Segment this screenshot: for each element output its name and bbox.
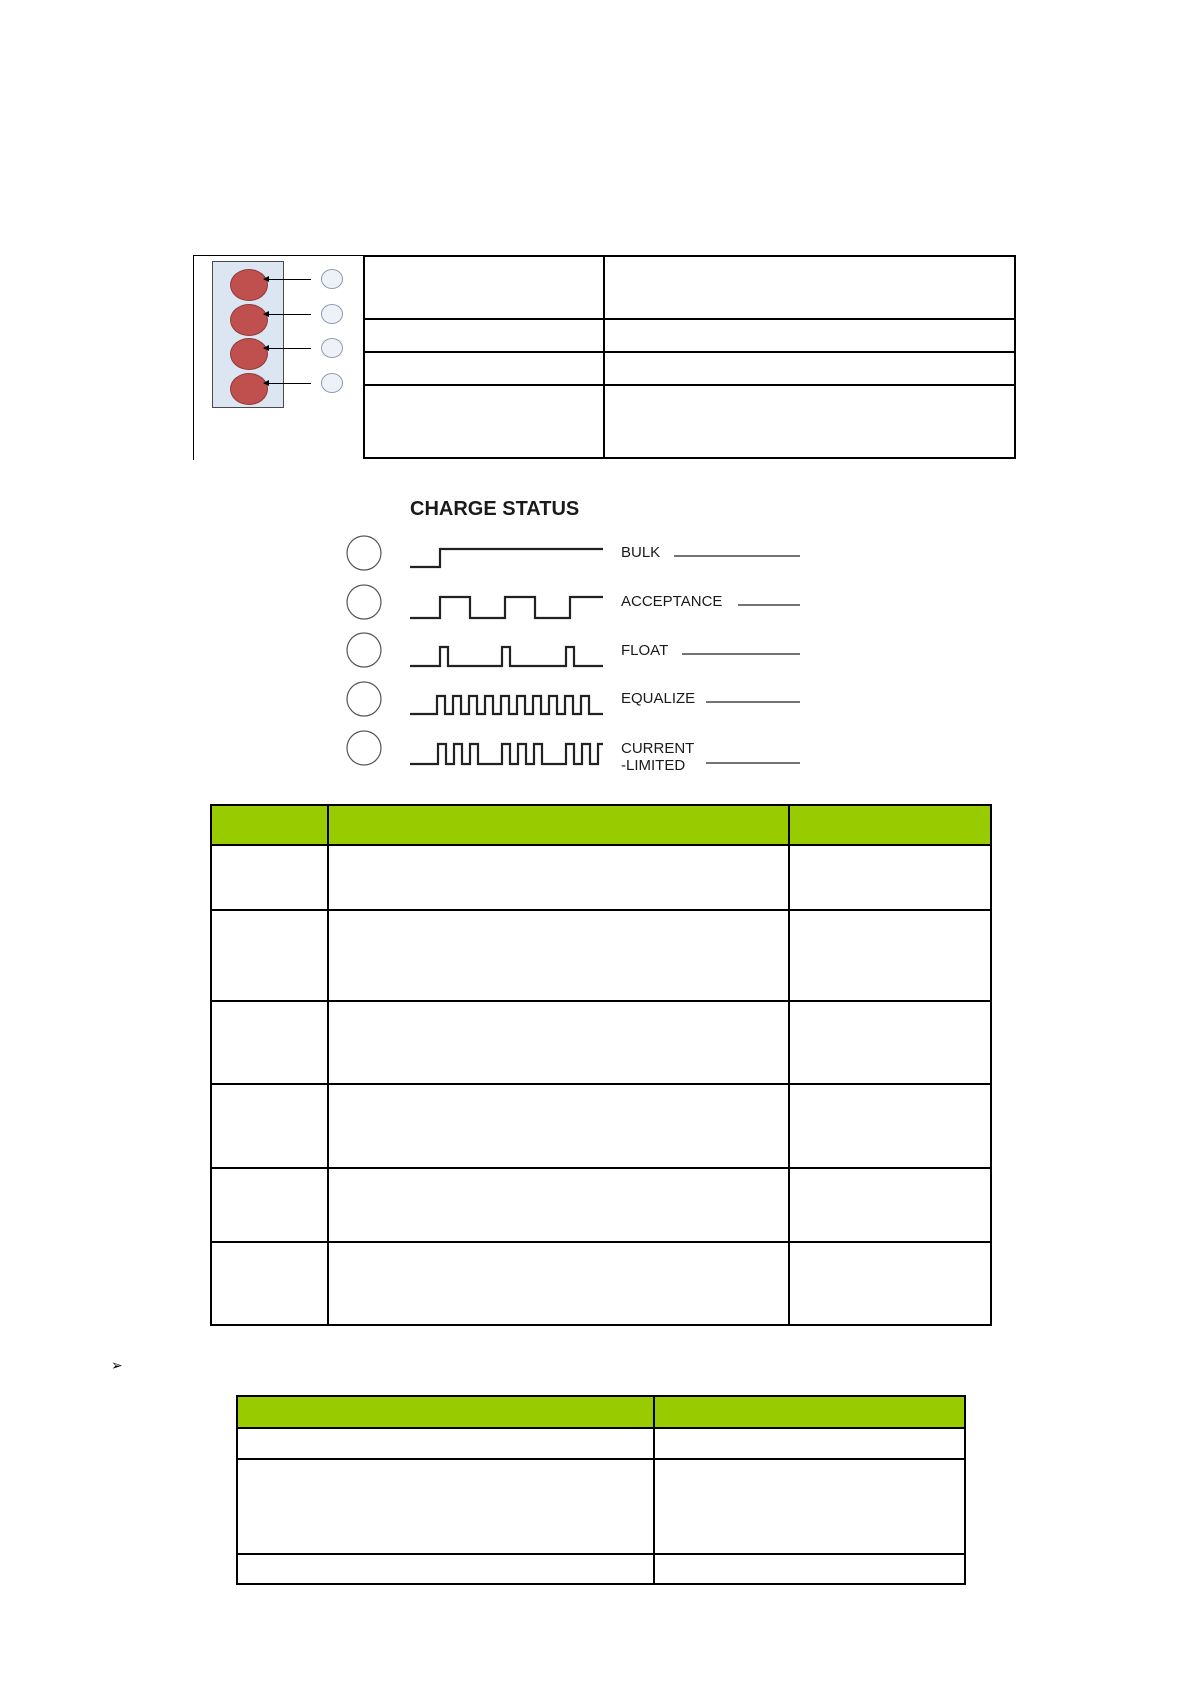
- status-led-bulk: [347, 536, 381, 570]
- table-cell: [789, 1084, 991, 1168]
- waveform-current-limited: [410, 744, 603, 764]
- label-acceptance: ACCEPTANCE: [621, 593, 723, 610]
- table-cell: [789, 1168, 991, 1242]
- charge-status-diagram: [340, 488, 820, 778]
- table-row: [237, 1428, 965, 1459]
- table-row: [237, 1459, 965, 1554]
- table-row: [211, 1084, 991, 1168]
- table-header-row: [211, 805, 991, 845]
- table-cell: [604, 385, 1015, 458]
- led-3-marker: [321, 338, 343, 358]
- bullet-arrow-icon: ➢: [111, 1357, 123, 1373]
- table-cell: [364, 352, 604, 385]
- label-float: FLOAT: [621, 642, 669, 659]
- charge-status-table: [210, 804, 992, 1326]
- label-current-limited: CURRENT -LIMITED: [621, 740, 695, 774]
- led-2-arrow-icon: [264, 314, 311, 315]
- waveform-equalize: [410, 696, 603, 714]
- led-3: [230, 338, 268, 370]
- table-header-cell: [789, 805, 991, 845]
- table-cell: [364, 385, 604, 458]
- led-1-arrow-icon: [264, 279, 311, 280]
- table-cell: [328, 845, 789, 910]
- table-cell: [328, 910, 789, 1001]
- table-header-cell: [328, 805, 789, 845]
- table-row: [364, 256, 1015, 319]
- table-cell: [789, 845, 991, 910]
- status-led-equalize: [347, 682, 381, 716]
- status-led-acceptance: [347, 585, 381, 619]
- table-cell: [604, 319, 1015, 352]
- label-bulk: BULK: [621, 544, 661, 561]
- led-indicator-panel: [193, 255, 1190, 460]
- charge-status-title: CHARGE STATUS: [410, 498, 580, 520]
- table-cell: [211, 845, 328, 910]
- specification-table: [236, 1395, 966, 1585]
- table-cell: [211, 1001, 328, 1084]
- led-2: [230, 304, 268, 336]
- led-2-marker: [321, 304, 343, 324]
- table-cell: [604, 256, 1015, 319]
- table-row: [211, 1168, 991, 1242]
- led-3-arrow-icon: [264, 348, 311, 349]
- table-row: [211, 1242, 991, 1325]
- table-cell: [328, 1242, 789, 1325]
- table-row: [211, 1001, 991, 1084]
- waveform-acceptance: [410, 597, 603, 618]
- status-led-float: [347, 633, 381, 667]
- table-cell: [328, 1084, 789, 1168]
- table-cell: [237, 1554, 654, 1584]
- led-1-marker: [321, 269, 343, 289]
- table-cell: [328, 1001, 789, 1084]
- table-cell: [654, 1459, 965, 1554]
- table-cell: [364, 256, 604, 319]
- led-description-table: [363, 255, 1016, 459]
- table-cell: [211, 910, 328, 1001]
- table-cell: [211, 1242, 328, 1325]
- led-4-arrow-icon: [264, 383, 311, 384]
- waveform-float: [410, 647, 603, 666]
- panel-border-top: [193, 255, 363, 256]
- table-cell: [237, 1428, 654, 1459]
- table-row: [364, 385, 1015, 458]
- table-header-cell: [237, 1396, 654, 1428]
- waveform-bulk: [410, 549, 603, 567]
- table-row: [211, 845, 991, 910]
- led-bezel: [212, 261, 284, 408]
- table-header-row: [237, 1396, 965, 1428]
- table-header-cell: [654, 1396, 965, 1428]
- table-cell: [211, 1084, 328, 1168]
- label-equalize: EQUALIZE: [621, 690, 696, 707]
- table-cell: [364, 319, 604, 352]
- table-cell: [328, 1168, 789, 1242]
- table-row: [237, 1554, 965, 1584]
- table-cell: [789, 910, 991, 1001]
- status-led-current-limited: [347, 731, 381, 765]
- table-cell: [654, 1554, 965, 1584]
- table-cell: [604, 352, 1015, 385]
- table-row: [364, 319, 1015, 352]
- charge-status-waveforms: [340, 488, 820, 778]
- panel-border-left: [193, 255, 194, 460]
- led-1: [230, 269, 268, 301]
- led-4: [230, 373, 268, 405]
- table-cell: [211, 1168, 328, 1242]
- table-cell: [654, 1428, 965, 1459]
- table-cell: [789, 1242, 991, 1325]
- table-row: [211, 910, 991, 1001]
- table-cell: [237, 1459, 654, 1554]
- table-header-cell: [211, 805, 328, 845]
- led-4-marker: [321, 373, 343, 393]
- table-row: [364, 352, 1015, 385]
- table-cell: [789, 1001, 991, 1084]
